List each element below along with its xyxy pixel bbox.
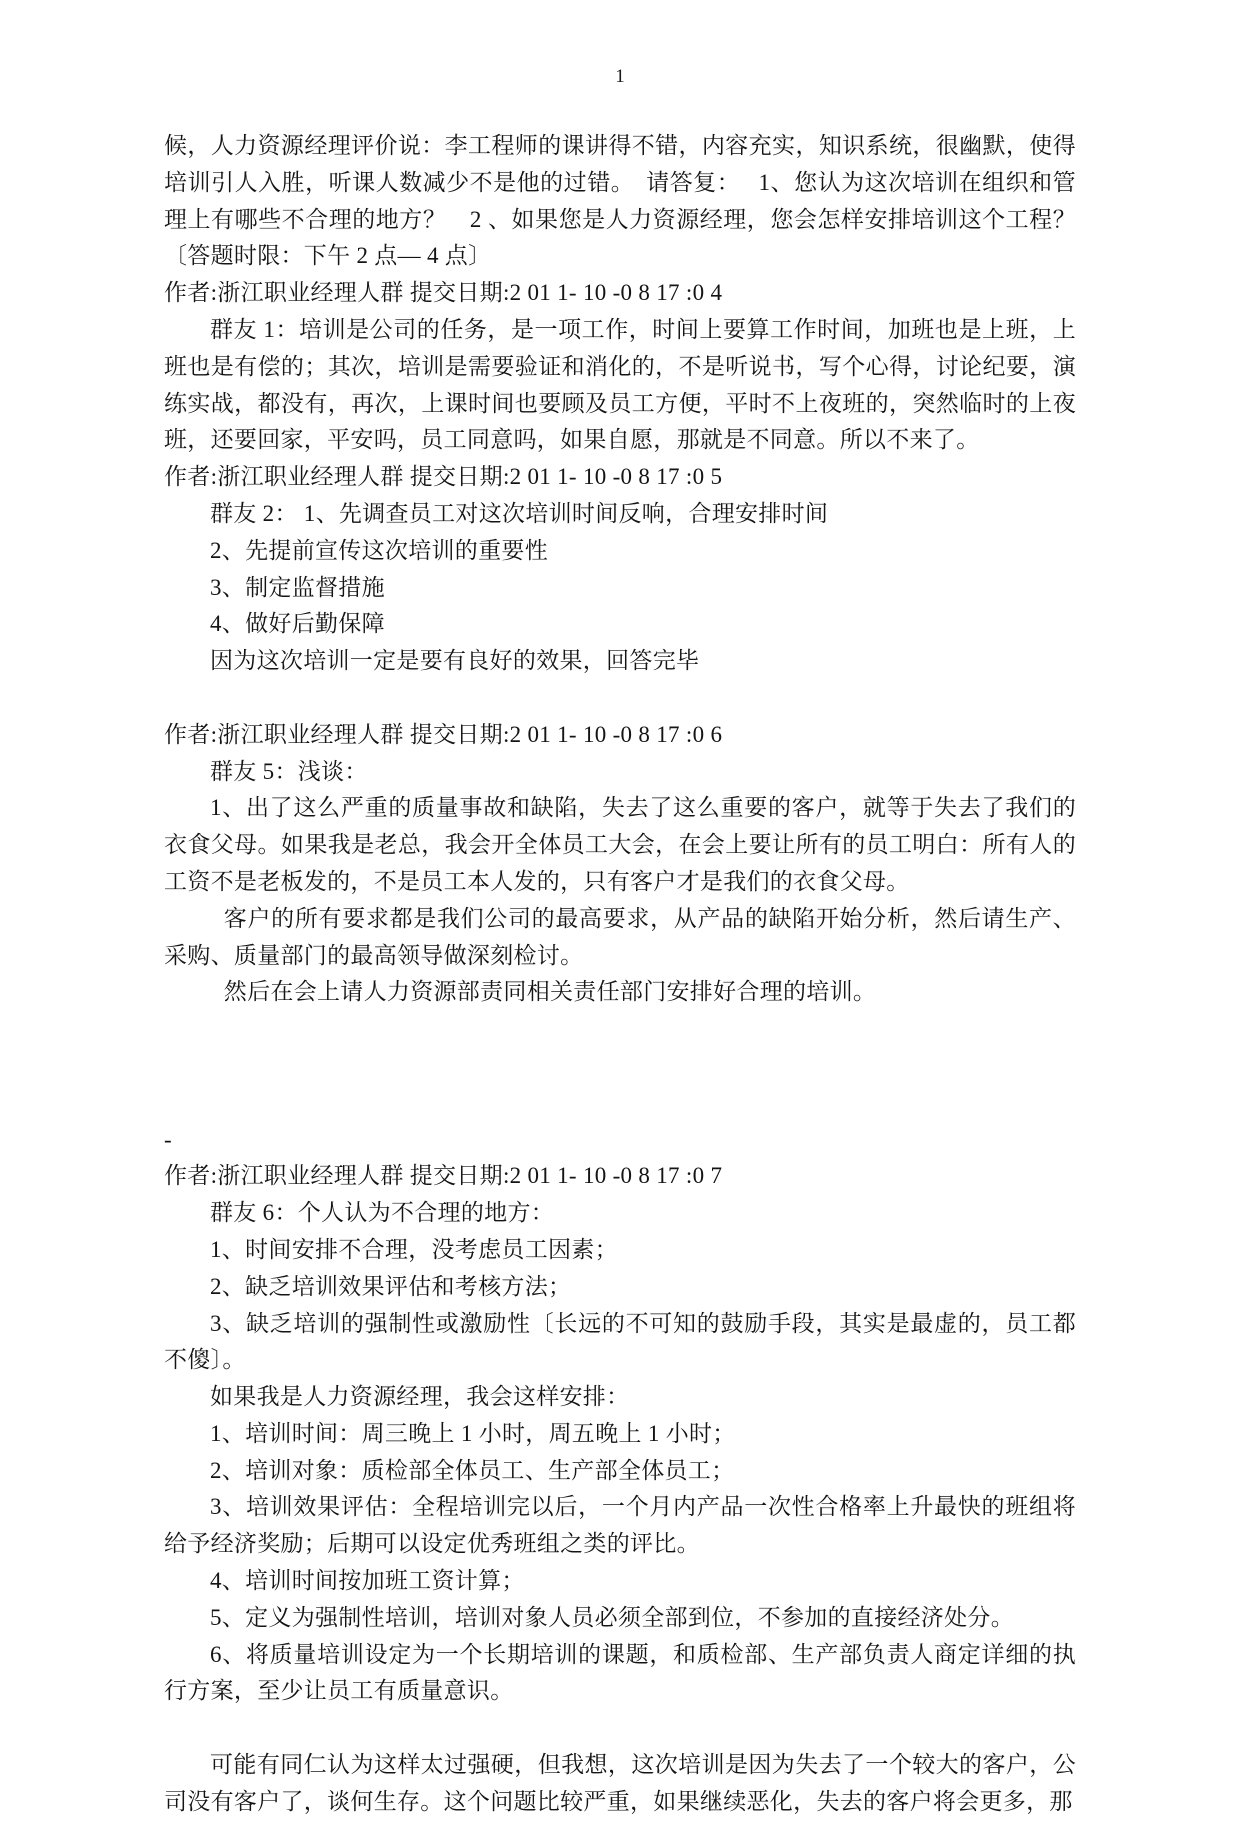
paragraph: -: [164, 1126, 172, 1152]
blank-line: [164, 680, 1076, 717]
paragraph: 1、培训时间：周三晚上 1 小时，周五晚上 1 小时；: [210, 1420, 736, 1446]
blank-line: [164, 1048, 1076, 1085]
paragraph: 2、缺乏培训效果评估和考核方法；: [210, 1273, 572, 1299]
paragraph: 4、做好后勤保障: [210, 611, 385, 637]
document-body: [164, 128, 1076, 1821]
paragraph: 候，人力资源经理评价说：李工程师的课讲得不错，内容充实，知识系统，很幽默，使得培训引人入胜，听课人数减少不是他的过错。 请答复： 1、您认为这次培训在组织和管理上有哪些不合理的地方？ 2 、如果您是人力资源经理，您会怎样安排培训这个工程？〔答题时限：下午 2 点— 4 点〕: [164, 133, 1076, 269]
paragraph: 然后在会上请人力资源部责同相关责任部门安排好合理的培训。: [223, 979, 877, 1005]
paragraph: 1、出了这么严重的质量事故和缺陷，失去了这么重要的客户，就等于失去了我们的衣食父母。如果我是老总，我会开全体员工大会，在会上要让所有的员工明白：所有人的工资不是老板发的，不是员工本人发的，只有客户才是我们的衣食父母。: [164, 795, 1076, 894]
paragraph: 3、培训效果评估：全程培训完以后，一个月内产品一次性合格率上升最快的班组将给予经济奖励；后期可以设定优秀班组之类的评比。: [164, 1494, 1076, 1557]
paragraph: 1、时间安排不合理，没考虑员工因素；: [210, 1236, 618, 1262]
paragraph: 群友 1：培训是公司的任务，是一项工作，时间上要算工作时间，加班也是上班，上班也是有偿的；其次，培训是需要验证和消化的，不是听说书，写个心得，讨论纪要，演练实战，都没有，再次，上课时间也要顾及员工方便，平时不上夜班的，突然临时的上夜班，还要回家，平安吗，员工同意吗，如果自愿，那就是不同意。所以不来了。: [164, 316, 1076, 453]
paragraph: 3、缺乏培训的强制性或激励性〔长远的不可知的鼓励手段，其实是最虚的，员工都不傻〕。: [164, 1310, 1076, 1373]
paragraph: 群友 6：个人认为不合理的地方：: [210, 1200, 555, 1226]
paragraph: 群友 5：浅谈：: [210, 758, 368, 784]
paragraph: 6、将质量培训设定为一个长期培训的课题，和质检部、生产部负责人商定详细的执行方案，至少让员工有质量意识。: [164, 1641, 1076, 1704]
paragraph: 作者:浙江职业经理人群 提交日期:2 01 1- 10 -0 8 17 :0 4: [164, 280, 723, 306]
paragraph: 因为这次培训一定是要有良好的效果，回答完毕: [210, 648, 700, 674]
blank-line: [164, 1011, 1076, 1048]
paragraph: 作者:浙江职业经理人群 提交日期:2 01 1- 10 -0 8 17 :0 5: [164, 464, 723, 490]
page-number: 1: [615, 66, 625, 87]
paragraph: 群友 2： 1、先调查员工对这次培训时间反响，合理安排时间: [210, 500, 829, 526]
paragraph: 2、培训对象：质检部全体员工、生产部全体员工；: [210, 1457, 735, 1483]
paragraph: 3、制定监督措施: [210, 574, 385, 600]
paragraph: 2、先提前宣传这次培训的重要性: [210, 537, 548, 563]
blank-line: [164, 1085, 1076, 1122]
paragraph: 可能有同仁认为这样太过强硬，但我想，这次培训是因为失去了一个较大的客户，公司没有客户了，谈何生存。这个问题比较严重，如果继续恶化，失去的客户将会更多，那: [164, 1752, 1076, 1814]
paragraph: 5、定义为强制性培训，培训对象人员必须全部到位，不参加的直接经济处分。: [210, 1604, 1014, 1630]
paragraph: 客户的所有要求都是我们公司的最高要求，从产品的缺陷开始分析，然后请生产、采购、质量部门的最高领导做深刻检讨。: [164, 905, 1076, 968]
paragraph: 作者:浙江职业经理人群 提交日期:2 01 1- 10 -0 8 17 :0 6: [164, 721, 723, 747]
paragraph: 作者:浙江职业经理人群 提交日期:2 01 1- 10 -0 8 17 :0 7: [164, 1163, 723, 1189]
paragraph: 4、培训时间按加班工资计算；: [210, 1568, 525, 1594]
paragraph: 如果我是人力资源经理，我会这样安排：: [210, 1384, 630, 1410]
blank-line: [164, 1710, 1076, 1747]
